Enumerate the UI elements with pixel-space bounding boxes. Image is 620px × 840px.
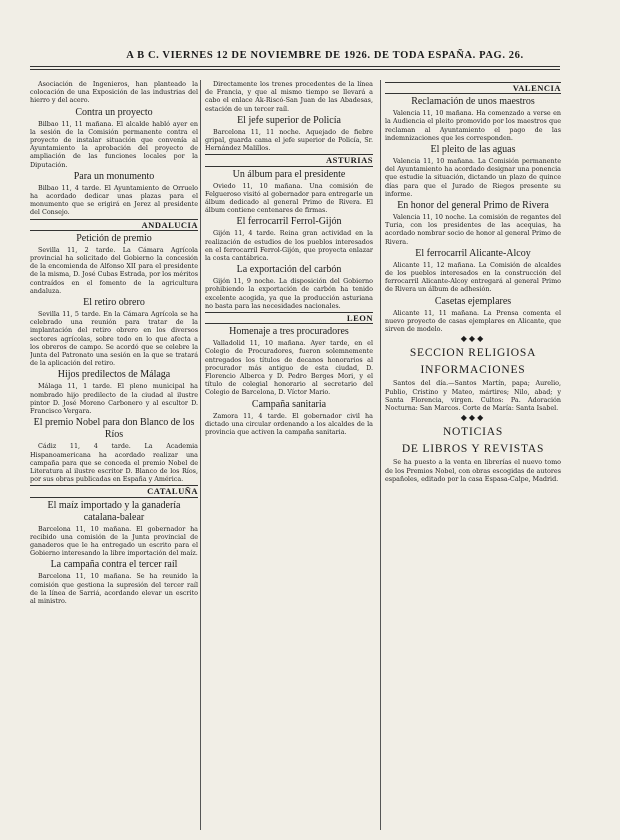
article-title: El ferrocarril Ferrol-Gijón: [236, 216, 342, 228]
article-text: Alicante 11, 12 mañana. La Comisión de alcaldes de los pueblos interesados en la construcción del ferrocarril Alicante-Alcoy entregará al general Primo de Rivera un álbum de adhesión.: [385, 260, 561, 294]
article-title: Homenaje a tres procuradores: [229, 326, 349, 338]
article-title: El maíz importado y la ganadería catalana-balear: [47, 499, 181, 523]
article-title: La campaña contra el tercer raíl: [50, 559, 178, 571]
article-text: Barcelona 11, 10 mañana. El gobernador ha recibido una comisión de la Junta provincial de ganaderos que le ha entregado un escrito para el Gobierno interesando la libre importación del maíz.: [30, 524, 198, 558]
region-heading: VALENCIA: [385, 82, 561, 94]
section-heading: NOTICIAS: [442, 426, 504, 439]
article-text: Valencia 11, 10 mañana. La Comisión permanente del Ayuntamiento ha acordado designar una ponencia que estudie la situación, dictando un plazo de quince días para que el Jurado de Riegos presente su informe.: [385, 157, 561, 198]
article-text: Zamora 11, 4 tarde. El gobernador civil ha dictado una circular ordenando a los alcaldes de la provincia que activen la campaña sanitaria.: [205, 411, 373, 437]
article-title: La exportación del carbón: [236, 264, 342, 276]
column-3: [385, 80, 561, 830]
article-title: Un álbum para el presidente: [232, 168, 346, 180]
region-heading: ASTURIAS: [205, 154, 373, 166]
article-text: Sevilla 11, 5 tarde. En la Cámara Agrícola se ha celebrado una reunión para tratar de la implantación del retiro obrero en los diversos sectores agrícolas, sobre todo en lo que afecta a los obreros de campo. Se acordó que se celebre la Junta del Patronato una sesión en la que se tratará de la aplicación del retiro.: [30, 310, 198, 368]
article-title: En honor del general Primo de Rivera: [397, 200, 549, 212]
section-heading: SECCION RELIGIOSA: [409, 347, 537, 360]
column-divider: [380, 80, 381, 830]
section-heading: INFORMACIONES: [420, 364, 526, 377]
region-heading: ANDALUCIA: [30, 219, 198, 231]
column-2: [205, 80, 373, 830]
ornament-divider: ◆◆◆: [460, 334, 486, 344]
article-title: El pleito de las aguas: [430, 144, 516, 156]
region-heading: CATALUÑA: [30, 485, 198, 497]
page-header: A B C. VIERNES 12 DE NOVIEMBRE DE 1926. DE TODA ESPAÑA. PAG. 26.: [126, 50, 524, 61]
article-text: Se ha puesto a la venta en librerías el nuevo tomo de los Premios Nobel, con obras escogidas de autores españoles, editado por la casa Espasa-Calpe, Madrid.: [385, 458, 561, 483]
article-title: Contra un proyecto: [75, 106, 153, 118]
article-title: Casetas ejemplares: [434, 295, 512, 307]
article-title: El ferrocarril Alicante-Alcoy: [415, 247, 531, 259]
article-title: Petición de premio: [76, 232, 152, 244]
article-title: Hijos predilectos de Málaga: [57, 369, 171, 381]
article-title: El retiro obrero: [83, 297, 145, 309]
article-title: Reclamación de unos maestros: [411, 96, 535, 108]
article-text: Bilbao 11, 11 mañana. El alcalde habló ayer en la sesión de la Comisión permanente contra el proyecto de instalar situación que convenía al Ayuntamiento la aprobación del proyecto de ampliación de las funciones locales por la Diputación.: [30, 119, 198, 169]
article-text: Santos del día.—Santos Martín, papa; Aurelio, Publio, Cristino y Mateo, mártires; Nilo, abad; y Santa Florencia, virgen. Cultos: Pa. Adoración Nocturna: San Marcos. Corte de María: Santa Isabel.: [385, 379, 561, 413]
article-text: Gijón 11, 9 noche. La disposición del Gobierno prohibiendo la exportación de carbón ha tenido excelente acogida, ya que la producción asturiana no basta para las necesidades nacionales.: [205, 277, 373, 310]
column-divider: [200, 80, 201, 830]
article-text: Valencia 11, 10 noche. La comisión de regantes del Turia, con los presidentes de las acequias, ha acordado nombrar socio de honor al general Primo de Rivera.: [385, 213, 561, 246]
column-1: [30, 80, 198, 830]
article-title: El jefe superior de Policía: [237, 114, 341, 126]
article-text: Bilbao 11, 4 tarde. El Ayuntamiento de Orruelo ha acordado dedicar unas plazas para el monumento que se erigirá en Jerez al presidente del Consejo.: [30, 183, 198, 217]
region-heading: LEON: [205, 312, 373, 324]
article-text: Valladolid 11, 10 mañana. Ayer tarde, en el Colegio de Procuradores, fueron solemnemente entregados los títulos de decanos honorarios al procurador más antiguo de esta ciudad, D. Florencio Alberca y D. Pedro Berges Mori, y el título de colegial honorario al secretario del Colegio de Barcelona, D. Víctor Mario.: [205, 339, 373, 397]
article-text: Valencia 11, 10 mañana. Ha comenzado a verse en la Audiencia el pleito promovido por los maestros que reclaman al Ayuntamiento el pago de las indemnizaciones que les corresponden.: [385, 109, 561, 142]
article-title: Campaña sanitaria: [251, 398, 327, 410]
ornament-divider: ◆◆◆: [460, 413, 486, 423]
article-text: Sevilla 11, 2 tarde. La Cámara Agrícola provincial ha solicitado del Gobierno la concesión de la encomienda de Alfonso XII para el presidente de la misma, D. José Cubas Estrada, por los méritos contraídos en el fomento de la agricultura andaluza.: [30, 245, 198, 295]
article-text: Asociación de Ingenieros, han planteado la colocación de una Exposición de las industrias del hierro y del acero.: [30, 80, 198, 105]
article-title: El premio Nobel para don Blanco de los Ríos: [33, 417, 195, 441]
article-text: Oviedo 11, 10 mañana. Una comisión de Felgueroso visitó al gobernador para entregarle un álbum dedicado al general Primo de Rivera. El álbum contiene centenares de firmas.: [205, 181, 373, 215]
section-heading: DE LIBROS Y REVISTAS: [401, 443, 545, 456]
article-title: Para un monumento: [73, 170, 155, 182]
article-text: Barcelona 11, 11 noche. Aquejado de fiebre gripal, guarda cama el jefe superior de Policía, Sr. Hernández Malillos.: [205, 127, 373, 153]
header-rule: [30, 66, 560, 67]
header-rule-2: [30, 69, 560, 70]
article-text: Málaga 11, 1 tarde. El pleno municipal ha nombrado hijo predilecto de la ciudad al ilustre pintor D. José Moreno Carbonero y al escultor D. Francisco Vergara.: [30, 382, 198, 416]
article-text: Gijón 11, 4 tarde. Reina gran actividad en la realización de estudios de los pueblos interesados en el ferrocarril Ferrol-Gijón, que proyecta enlazar la costa cantábrica.: [205, 229, 373, 263]
article-text: Alicante 11, 11 mañana. La Prensa comenta el nuevo proyecto de casas ejemplares en Alicante, que sirven de modelo.: [385, 308, 561, 334]
article-text: Cádiz 11, 4 tarde. La Academia Hispanoamericana ha acordado realizar una campaña para que se conceda el premio Nobel de Literatura al ilustre escritor D. Blanco de los Ríos, por sus obras publicadas en España y América.: [30, 442, 198, 484]
article-text: Directamente los trenes procedentes de la línea de Francia, y que al mismo tiempo se llevará a cabo el enlace Ak-Riscó-San Juan de las Abadesas, estación de un tercer raíl.: [205, 80, 373, 113]
article-text: Barcelona 11, 10 mañana. Se ha reunido la comisión que gestiona la supresión del tercer raíl de la línea de Sarriá, acordando elevar un escrito al ministro.: [30, 572, 198, 605]
